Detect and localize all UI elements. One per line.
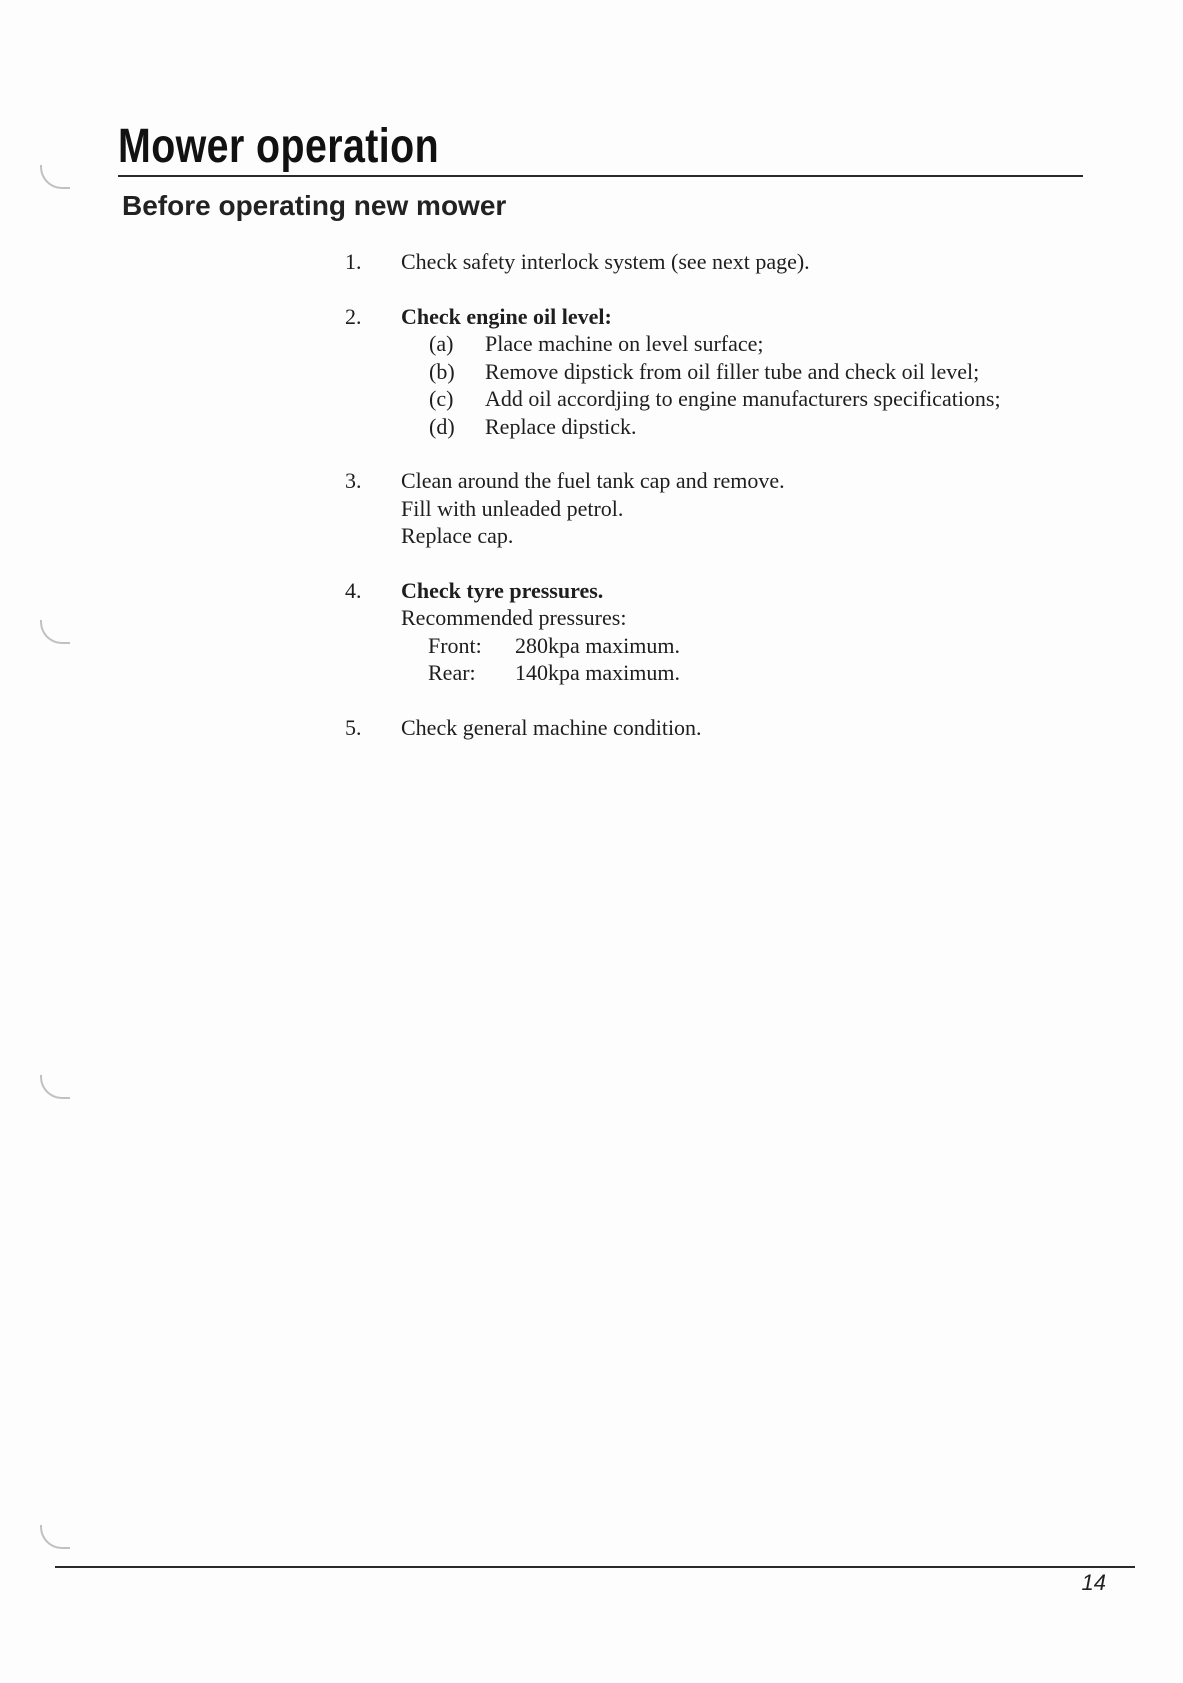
step-4 <box>345 577 1001 687</box>
title-divider <box>118 175 1083 177</box>
step-text: Check safety interlock system (see next page). <box>401 249 810 274</box>
pressure-value: 140kpa maximum. <box>515 660 680 685</box>
sub-step-letter: (a) <box>429 331 454 356</box>
step-2 <box>345 303 1001 441</box>
step-number: 2. <box>345 303 362 329</box>
step-5 <box>345 714 1001 742</box>
sub-step-text: Replace dipstick. <box>485 413 637 439</box>
step-text: Replace cap. <box>401 523 514 548</box>
step-heading: Check tyre pressures. <box>401 577 604 603</box>
sub-step-letter: (d) <box>429 413 455 439</box>
instruction-steps <box>345 248 1001 768</box>
sub-step-letter: (b) <box>429 358 455 384</box>
section-subtitle: Before operating new mower <box>122 190 507 221</box>
step-1 <box>345 248 1001 276</box>
step-3 <box>345 467 1001 550</box>
sub-step <box>401 385 1001 413</box>
page-title: Mower operation <box>118 120 440 173</box>
sub-step-text: Place machine on level surface; <box>485 331 764 356</box>
pressure-value: 280kpa maximum. <box>515 632 680 658</box>
step-text: Clean around the fuel tank cap and remove. <box>401 468 785 493</box>
pressure-label: Front: <box>428 632 482 658</box>
pressure-label: Rear: <box>428 660 476 685</box>
binder-hole-mark <box>40 1525 70 1549</box>
step-number: 4. <box>345 577 362 603</box>
binder-hole-mark <box>40 1075 70 1099</box>
page-number: 14 <box>1081 1570 1106 1595</box>
sub-step <box>401 358 1001 386</box>
pressure-row-front <box>401 632 1001 660</box>
step-text: Fill with unleaded petrol. <box>401 495 624 521</box>
step-text: Check general machine condition. <box>401 714 702 740</box>
step-number: 3. <box>345 468 362 493</box>
binder-hole-mark <box>40 165 70 189</box>
sub-step-letter: (c) <box>429 386 454 411</box>
step-text: Recommended pressures: <box>401 605 627 630</box>
sub-step-text: Remove dipstick from oil filler tube and check oil level; <box>485 358 980 384</box>
step-number: 5. <box>345 714 362 740</box>
footer-divider <box>55 1566 1135 1568</box>
sub-step <box>401 330 1001 358</box>
pressure-row-rear <box>401 659 1001 687</box>
sub-step <box>401 413 1001 441</box>
binder-hole-mark <box>40 620 70 644</box>
step-number: 1. <box>345 249 362 274</box>
step-heading: Check engine oil level: <box>401 303 612 329</box>
sub-step-text: Add oil accordjing to engine manufacturers specifications; <box>485 386 1001 411</box>
